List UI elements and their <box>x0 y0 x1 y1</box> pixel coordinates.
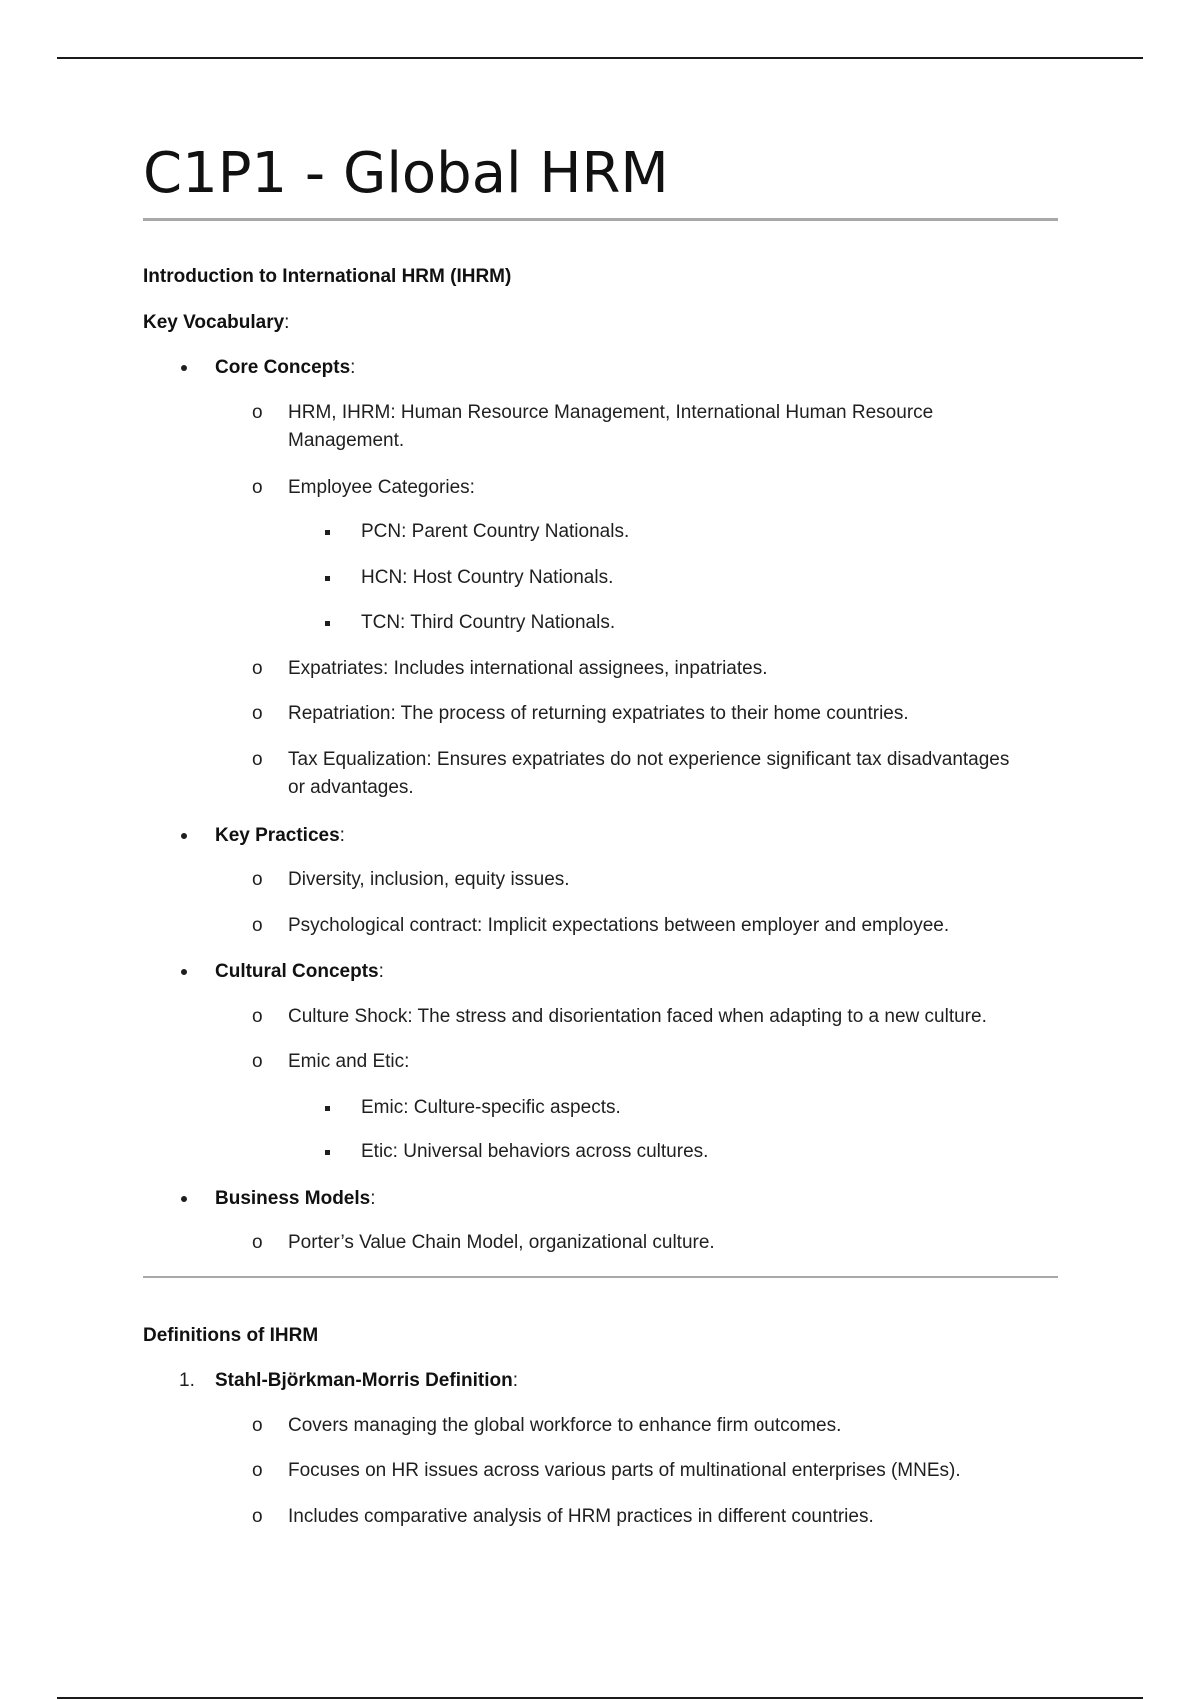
bullet-circle-icon: o <box>252 1006 263 1027</box>
bullet-square-icon <box>325 530 330 535</box>
list-item-repatriation <box>0 700 1200 728</box>
bullet-square-icon <box>325 621 330 626</box>
list-item-stahl-definition <box>0 1367 1200 1395</box>
list-item-global-workforce <box>0 1412 1200 1440</box>
list-item-diversity <box>0 866 1200 894</box>
list-item-employee-categories <box>0 474 1200 502</box>
stahl-definition-label: Stahl-Björkman-Morris Definition <box>215 1370 513 1391</box>
list-item-comparative-analysis <box>0 1503 1200 1531</box>
section-heading-definitions: Definitions of IHRM <box>143 1325 319 1346</box>
tax-equalization-text-line2: or advantages. <box>288 777 414 798</box>
list-item-tax-equalization <box>0 746 1200 802</box>
emic-etic-text: Emic and Etic: <box>288 1051 410 1072</box>
hrm-ihrm-text-line2: Management. <box>288 430 405 451</box>
bullet-circle-icon: o <box>252 1051 263 1072</box>
bullet-circle-icon: o <box>252 869 263 890</box>
tax-equalization-text-line1: Tax Equalization: Ensures expatriates do not experience significant tax disadvantages <box>288 749 1010 770</box>
list-item-porter <box>0 1229 1200 1257</box>
emic-text: Emic: Culture-specific aspects. <box>361 1097 621 1118</box>
bullet-circle-icon: o <box>252 749 263 770</box>
etic-text: Etic: Universal behaviors across cultures. <box>361 1141 709 1162</box>
list-item-mne-issues <box>0 1457 1200 1485</box>
list-item-emic-etic <box>0 1048 1200 1076</box>
document-title: C1P1 - Global HRM <box>143 141 669 206</box>
bullet-disc-icon <box>181 833 187 839</box>
porter-text: Porter’s Value Chain Model, organizational culture. <box>288 1232 715 1253</box>
key-vocabulary-heading <box>143 309 289 337</box>
list-item-hrm-ihrm <box>0 399 1200 455</box>
list-item-hcn <box>0 564 1200 592</box>
bullet-circle-icon: o <box>252 1232 263 1253</box>
expatriates-text: Expatriates: Includes international assignees, inpatriates. <box>288 658 768 679</box>
list-item-tcn <box>0 609 1200 637</box>
list-number: 1. <box>179 1370 195 1391</box>
tcn-text: TCN: Third Country Nationals. <box>361 612 616 633</box>
colon: : <box>339 825 345 846</box>
core-concepts-label: Core Concepts <box>215 357 351 378</box>
list-item-culture-shock <box>0 1003 1200 1031</box>
list-item-etic <box>0 1138 1200 1166</box>
bullet-circle-icon: o <box>252 1415 263 1436</box>
business-models-label: Business Models <box>215 1188 371 1209</box>
colon: : <box>512 1370 518 1391</box>
title-underline <box>143 218 1058 221</box>
bullet-circle-icon: o <box>252 1460 263 1481</box>
bullet-circle-icon: o <box>252 477 263 498</box>
global-workforce-text: Covers managing the global workforce to enhance firm outcomes. <box>288 1415 842 1436</box>
culture-shock-text: Culture Shock: The stress and disorientation faced when adapting to a new culture. <box>288 1006 987 1027</box>
list-item-core-concepts <box>0 354 1200 382</box>
section-heading-intro: Introduction to International HRM (IHRM) <box>143 266 512 287</box>
key-vocabulary-label: Key Vocabulary <box>143 312 285 333</box>
hrm-ihrm-text-line1: HRM, IHRM: Human Resource Management, International Human Resource <box>288 402 934 423</box>
bullet-square-icon <box>325 1150 330 1155</box>
bullet-circle-icon: o <box>252 703 263 724</box>
colon: : <box>350 357 356 378</box>
colon: : <box>370 1188 376 1209</box>
list-item-expatriates <box>0 655 1200 683</box>
diversity-text: Diversity, inclusion, equity issues. <box>288 869 570 890</box>
list-item-pcn <box>0 518 1200 546</box>
bullet-disc-icon <box>181 1196 187 1202</box>
list-item-business-models <box>0 1185 1200 1213</box>
psychological-contract-text: Psychological contract: Implicit expectations between employer and employee. <box>288 915 950 936</box>
list-item-psychological-contract <box>0 912 1200 940</box>
hcn-text: HCN: Host Country Nationals. <box>361 567 614 588</box>
bullet-circle-icon: o <box>252 915 263 936</box>
comparative-analysis-text: Includes comparative analysis of HRM practices in different countries. <box>288 1506 874 1527</box>
cultural-concepts-label: Cultural Concepts <box>215 961 379 982</box>
list-item-key-practices <box>0 822 1200 850</box>
page-top-rule <box>57 57 1143 59</box>
page-bottom-rule <box>57 1697 1143 1699</box>
bullet-circle-icon: o <box>252 1506 263 1527</box>
key-vocabulary-colon: : <box>284 312 290 333</box>
list-item-emic <box>0 1094 1200 1122</box>
repatriation-text: Repatriation: The process of returning expatriates to their home countries. <box>288 703 909 724</box>
colon: : <box>378 961 384 982</box>
mne-issues-text: Focuses on HR issues across various parts of multinational enterprises (MNEs). <box>288 1460 961 1481</box>
bullet-square-icon <box>325 1106 330 1111</box>
bullet-circle-icon: o <box>252 402 263 423</box>
bullet-circle-icon: o <box>252 658 263 679</box>
pcn-text: PCN: Parent Country Nationals. <box>361 521 630 542</box>
bullet-disc-icon <box>181 969 187 975</box>
section-divider <box>143 1276 1058 1278</box>
bullet-square-icon <box>325 576 330 581</box>
bullet-disc-icon <box>181 365 187 371</box>
list-item-cultural-concepts <box>0 958 1200 986</box>
key-practices-label: Key Practices <box>215 825 340 846</box>
employee-categories-text: Employee Categories: <box>288 477 475 498</box>
